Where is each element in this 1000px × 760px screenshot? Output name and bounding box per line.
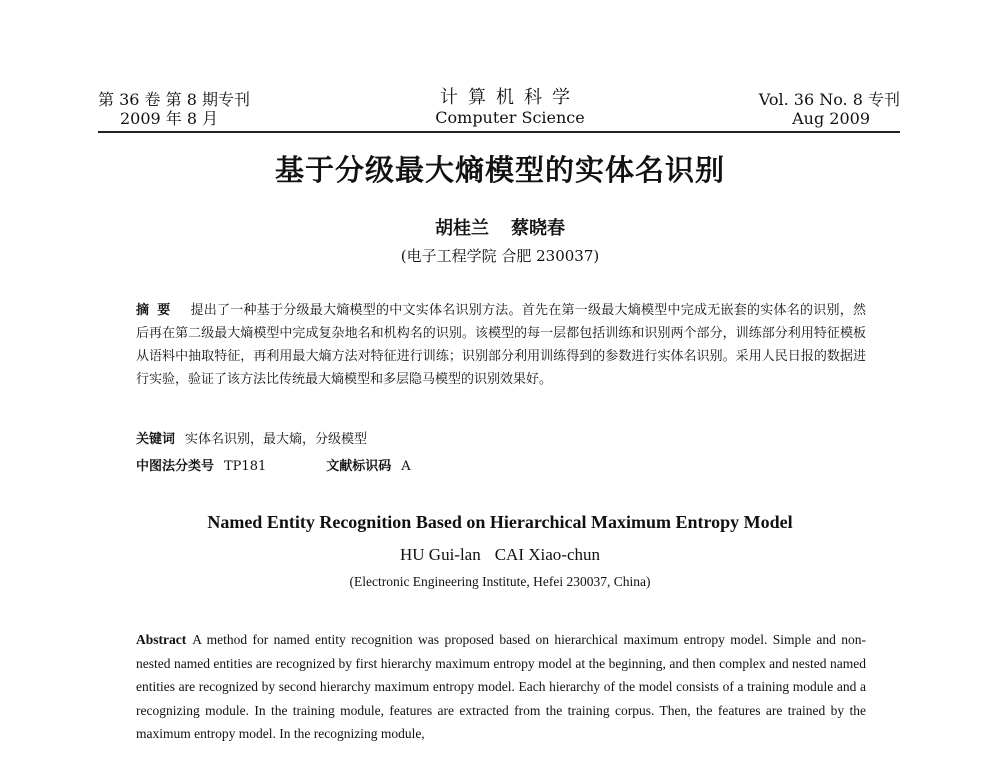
doc-code-value: A [401,459,411,474]
clc-label: 中图法分类号 [136,459,215,474]
abstract-en-text: A method for named entity recognition was proposed based on hierarchical maximum entropy model. Simple and non-nested named entities are recognized by first hierarchy maximum entropy model at the beginning, and then complex and nested named entities are recognized by second hierarchy maximum entropy model. Each hierarchy of the model consists of a training module and a recognizing module. In the training module, features are extracted from the training corpus. Then, the features are trained by the maximum entropy model. In the recognizing module, [136,632,866,741]
keywords-cn [136,428,367,447]
abstract-cn [136,299,866,391]
abstract-en-label: Abstract [136,632,187,647]
journal-volume-issue: 第 36 卷 第 8 期专刊 [98,90,250,109]
authors-cn [0,214,1000,240]
keywords-cn-text: 实体名识别，最大熵，分级模型 [185,432,368,447]
abstract-en [136,628,866,746]
affiliation-en: (Electronic Engineering Institute, Hefei 230037, China) [349,574,651,589]
affiliation-cn: (电子工程学院 合肥 230037) [400,247,600,265]
author-en: HU Gui-lan [399,545,481,564]
running-header-center [400,88,620,128]
author-cn: 蔡晓春 [511,218,565,239]
author-en: CAI Xiao-chun [494,545,600,564]
authors-en [0,545,1000,565]
paper-title-en: Named Entity Recognition Based on Hierarchical Maximum Entropy Model [207,512,793,532]
paper-title-cn: 基于分级最大熵模型的实体名识别 [274,153,725,187]
author-cn: 胡桂兰 [435,218,489,239]
abstract-cn-label: 摘要 [136,303,179,318]
header-rule [98,131,900,133]
journal-name-cn: 计算机科学 [440,87,580,108]
abstract-cn-text: 提出了一种基于分级最大熵模型的中文实体名识别方法。首先在第一级最大熵模型中完成无嵌套的实体名的识别，然后再在第二级最大熵模型中完成复杂地名和机构名的识别。该模型的每一层都包括训练和识别两个部分，训练部分利用特征模板从语料中抽取特征，再利用最大熵方法对特征进行训练；识别部分利用训练得到的参数进行实体名识别。采用人民日报的数据进行实验，验证了该方法比传统最大熵模型和多层隐马模型的识别效果好。 [136,303,866,387]
keywords-cn-label: 关键词 [136,432,176,447]
journal-date-cn: 2009 年 8 月 [120,109,219,128]
classification-line [136,455,411,474]
journal-date-en: Aug 2009 [792,109,870,128]
doc-code-label: 文献标识码 [326,459,392,474]
running-header-right [759,90,900,128]
clc-value: TP181 [224,459,267,474]
journal-volume-en: Vol. 36 No. 8 专刊 [758,90,900,109]
journal-name-en: Computer Science [435,108,585,127]
running-header-left [98,90,250,128]
